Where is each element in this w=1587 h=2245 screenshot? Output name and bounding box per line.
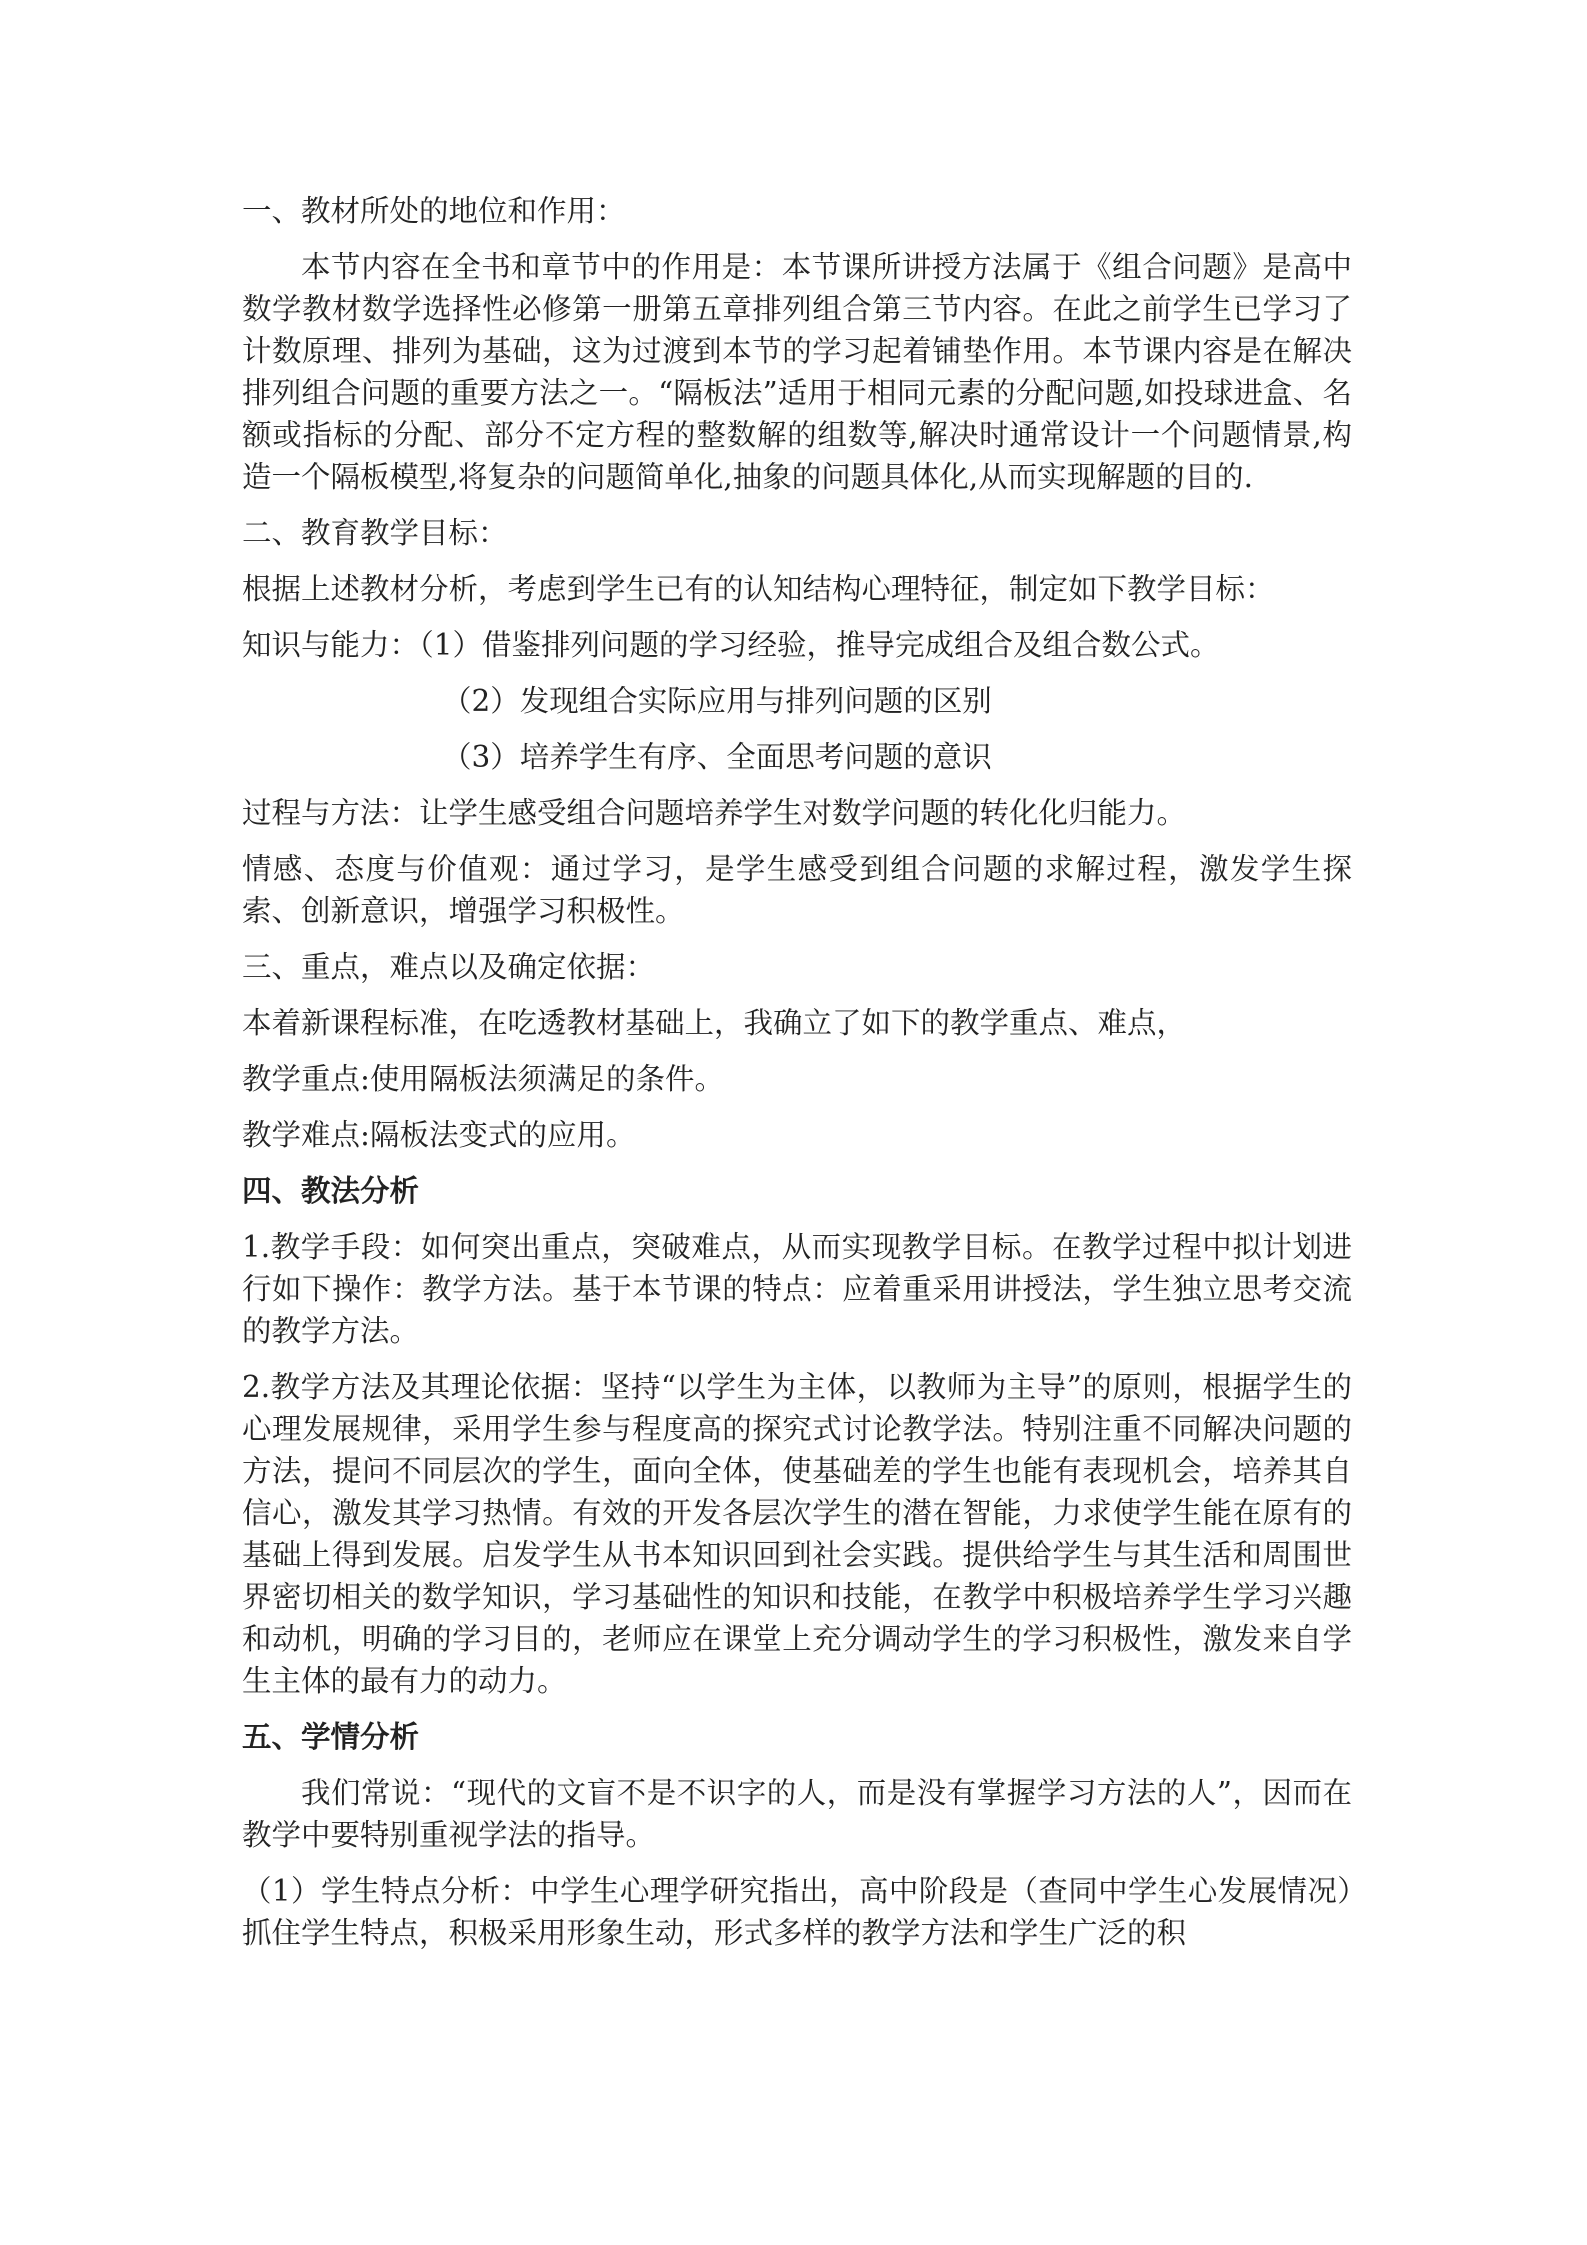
- paragraph-key-points-intro: 本着新课程标准，在吃透教材基础上，我确立了如下的教学重点、难点，: [242, 1006, 1187, 1040]
- section-heading-3: 三、重点，难点以及确定依据：: [242, 950, 656, 984]
- paragraph-emotion-values: 情感、态度与价值观：通过学习，是学生感受到组合问题的求解过程，激发学生探索、创新意识，增强学习积极性。: [242, 852, 1352, 928]
- document-body: [242, 190, 1352, 1968]
- section-heading-2: 二、教育教学目标：: [242, 516, 508, 550]
- paragraph-student-features: （1）学生特点分析：中学生心理学研究指出，高中阶段是（查同中学生心发展情况）抓住学生特点，积极采用形象生动，形式多样的教学方法和学生广泛的积: [242, 1874, 1352, 1950]
- paragraph-teaching-means: 1.教学手段：如何突出重点，突破难点，从而实现教学目标。在教学过程中拟计划进行如下操作：教学方法。基于本节课的特点：应着重采用讲授法，学生独立思考交流的教学方法。: [242, 1230, 1352, 1348]
- goal-item-3: （3）培养学生有序、全面思考问题的意识: [442, 740, 992, 774]
- section-heading-5: 五、学情分析: [242, 1719, 420, 1754]
- goal-item-1: 知识与能力：（1）借鉴排列问题的学习经验，推导完成组合及组合数公式。: [242, 628, 1220, 662]
- paragraph-learning-methods: 我们常说：“现代的文盲不是不识字的人，而是没有掌握学习方法的人”，因而在教学中要特别重视学法的指导。: [242, 1776, 1352, 1852]
- paragraph-goals-intro: 根据上述教材分析，考虑到学生已有的认知结构心理特征，制定如下教学目标：: [242, 572, 1275, 606]
- goal-item-2: （2）发现组合实际应用与排列问题的区别: [442, 684, 992, 718]
- paragraph-process-method: 过程与方法：让学生感受组合问题培养学生对数学问题的转化化归能力。: [242, 796, 1187, 830]
- paragraph-difficult-point: 教学难点:隔板法变式的应用。: [242, 1118, 636, 1152]
- paragraph-teaching-methods: 2.教学方法及其理论依据：坚持“以学生为主体，以教师为主导”的原则，根据学生的心理发展规律，采用学生参与程度高的探究式讨论教学法。特别注重不同解决问题的方法，提问不同层次的学生，面向全体，使基础差的学生也能有表现机会，培养其自信心，激发其学习热情。有效的开发各层次学生的潜在智能，力求使学生能在原有的基础上得到发展。启发学生从书本知识回到社会实践。提供给学生与其生活和周围世界密切相关的数学知识，学习基础性的知识和技能，在教学中积极培养学生学习兴趣和动机，明确的学习目的，老师应在课堂上充分调动学生的学习积极性，激发来自学生主体的最有力的动力。: [242, 1370, 1352, 1698]
- paragraph-textbook-role: 本节内容在全书和章节中的作用是：本节课所讲授方法属于《组合问题》是高中数学教材数学选择性必修第一册第五章排列组合第三节内容。在此之前学生已学习了计数原理、排列为基础，这为过渡到本节的学习起着铺垫作用。本节课内容是在解决排列组合问题的重要方法之一。“隔板法”适用于相同元素的分配问题,如投球进盒、名额或指标的分配、部分不定方程的整数解的组数等,解决时通常设计一个问题情景,构造一个隔板模型,将复杂的问题简单化,抽象的问题具体化,从而实现解题的目的.: [242, 250, 1352, 494]
- section-heading-4: 四、教法分析: [242, 1173, 420, 1208]
- paragraph-key-point: 教学重点:使用隔板法须满足的条件。: [242, 1062, 724, 1096]
- section-heading-1: 一、教材所处的地位和作用：: [242, 194, 626, 228]
